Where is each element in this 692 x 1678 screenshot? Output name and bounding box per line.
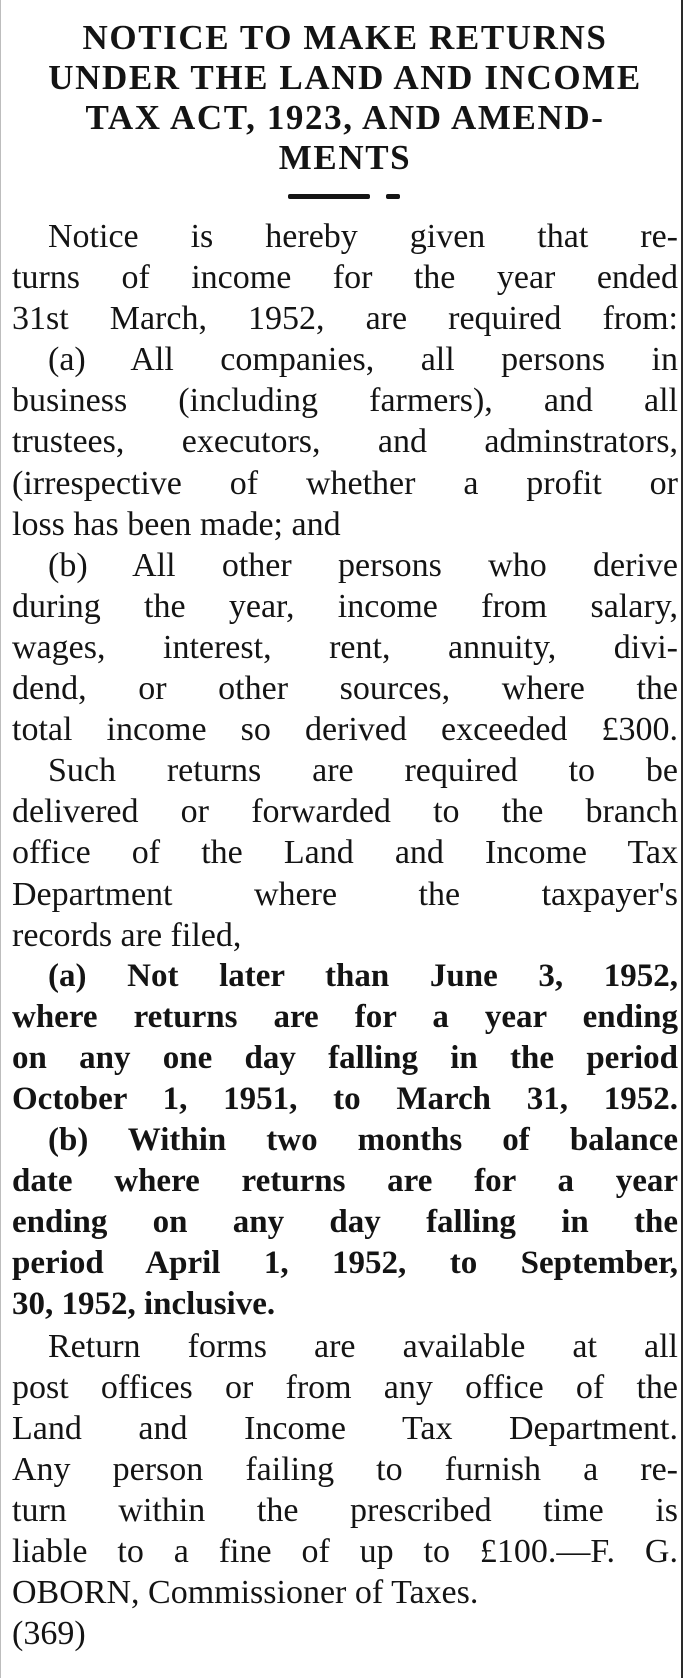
separator-dash-short	[386, 194, 400, 199]
text-line: trustees, executors, and adminstrators,	[12, 423, 678, 461]
text-line: ending on any day falling in the	[12, 1204, 678, 1241]
text-line: (b) Within two months of balance	[48, 1122, 678, 1159]
text-line: Such returns are required to be	[48, 752, 678, 790]
notice-body	[12, 216, 678, 1654]
separator-dash-long	[288, 194, 370, 199]
clause-a-paragraph	[12, 339, 678, 544]
text-line: (a) All companies, all persons in	[48, 341, 678, 379]
column-rule-left	[0, 0, 1, 1678]
text-line: Any person failing to furnish a re-	[12, 1450, 678, 1488]
commissioner-signature-line: OBORN, Commissioner of Taxes.	[12, 1574, 479, 1612]
title-line: UNDER THE LAND AND INCOME	[48, 58, 642, 97]
text-line: loss has been made; and	[12, 505, 341, 543]
notice-title	[12, 18, 678, 178]
text-line: October 1, 1951, to March 31, 1952.	[12, 1080, 678, 1117]
text-line: office of the Land and Income Tax	[12, 834, 678, 872]
text-line: period April 1, 1952, to September,	[12, 1245, 678, 1282]
text-line: Notice is hereby given that re-	[48, 218, 678, 255]
deadline-a-paragraph	[12, 956, 678, 1120]
intro-paragraph	[12, 216, 678, 339]
text-line: wages, interest, rent, annuity, divi-	[12, 628, 678, 666]
text-line: date where returns are for a year	[12, 1163, 678, 1200]
text-line: business (including farmers), and all	[12, 382, 678, 420]
text-line: post offices or from any office of the	[12, 1368, 678, 1406]
text-line: (b) All other persons who derive	[48, 546, 678, 584]
text-line: during the year, income from salary,	[12, 587, 678, 625]
text-line: turns of income for the year ended	[12, 259, 678, 297]
deadline-b-paragraph	[12, 1120, 678, 1325]
text-line: delivered or forwarded to the branch	[12, 793, 678, 831]
text-line: (a) Not later than June 3, 1952,	[48, 957, 678, 994]
text-line: on any one day falling in the period	[12, 1039, 678, 1076]
delivery-paragraph	[12, 750, 678, 955]
text-line: liable to a fine of up to £100.—F. G.	[12, 1533, 678, 1570]
text-line: (irrespective of whether a profit or	[12, 464, 678, 502]
title-separator-dash	[12, 184, 678, 210]
text-line: Department where the taxpayer's	[12, 875, 678, 913]
text-line: 30, 1952, inclusive.	[12, 1286, 276, 1323]
title-line: TAX ACT, 1923, AND AMEND-	[85, 98, 605, 137]
text-line: 31st March, 1952, are required from:	[12, 300, 678, 338]
text-line: Land and Income Tax Department.	[12, 1409, 678, 1447]
text-line: dend, or other sources, where the	[12, 670, 678, 708]
clause-b-paragraph	[12, 545, 678, 750]
text-line: records are filed,	[12, 916, 242, 954]
reference-number: (369)	[12, 1615, 86, 1653]
title-line: NOTICE TO MAKE RETURNS	[82, 18, 608, 57]
title-line: MENTS	[278, 138, 412, 177]
text-line: total income so derived exceeded £300.	[12, 711, 678, 749]
text-line: where returns are for a year ending	[12, 998, 678, 1035]
text-line: Return forms are available at all	[48, 1327, 678, 1365]
text-line: turn within the prescribed time is	[12, 1491, 678, 1529]
closing-paragraph	[12, 1326, 678, 1614]
column-rule-right	[681, 0, 683, 1678]
notice-column	[12, 18, 678, 1654]
